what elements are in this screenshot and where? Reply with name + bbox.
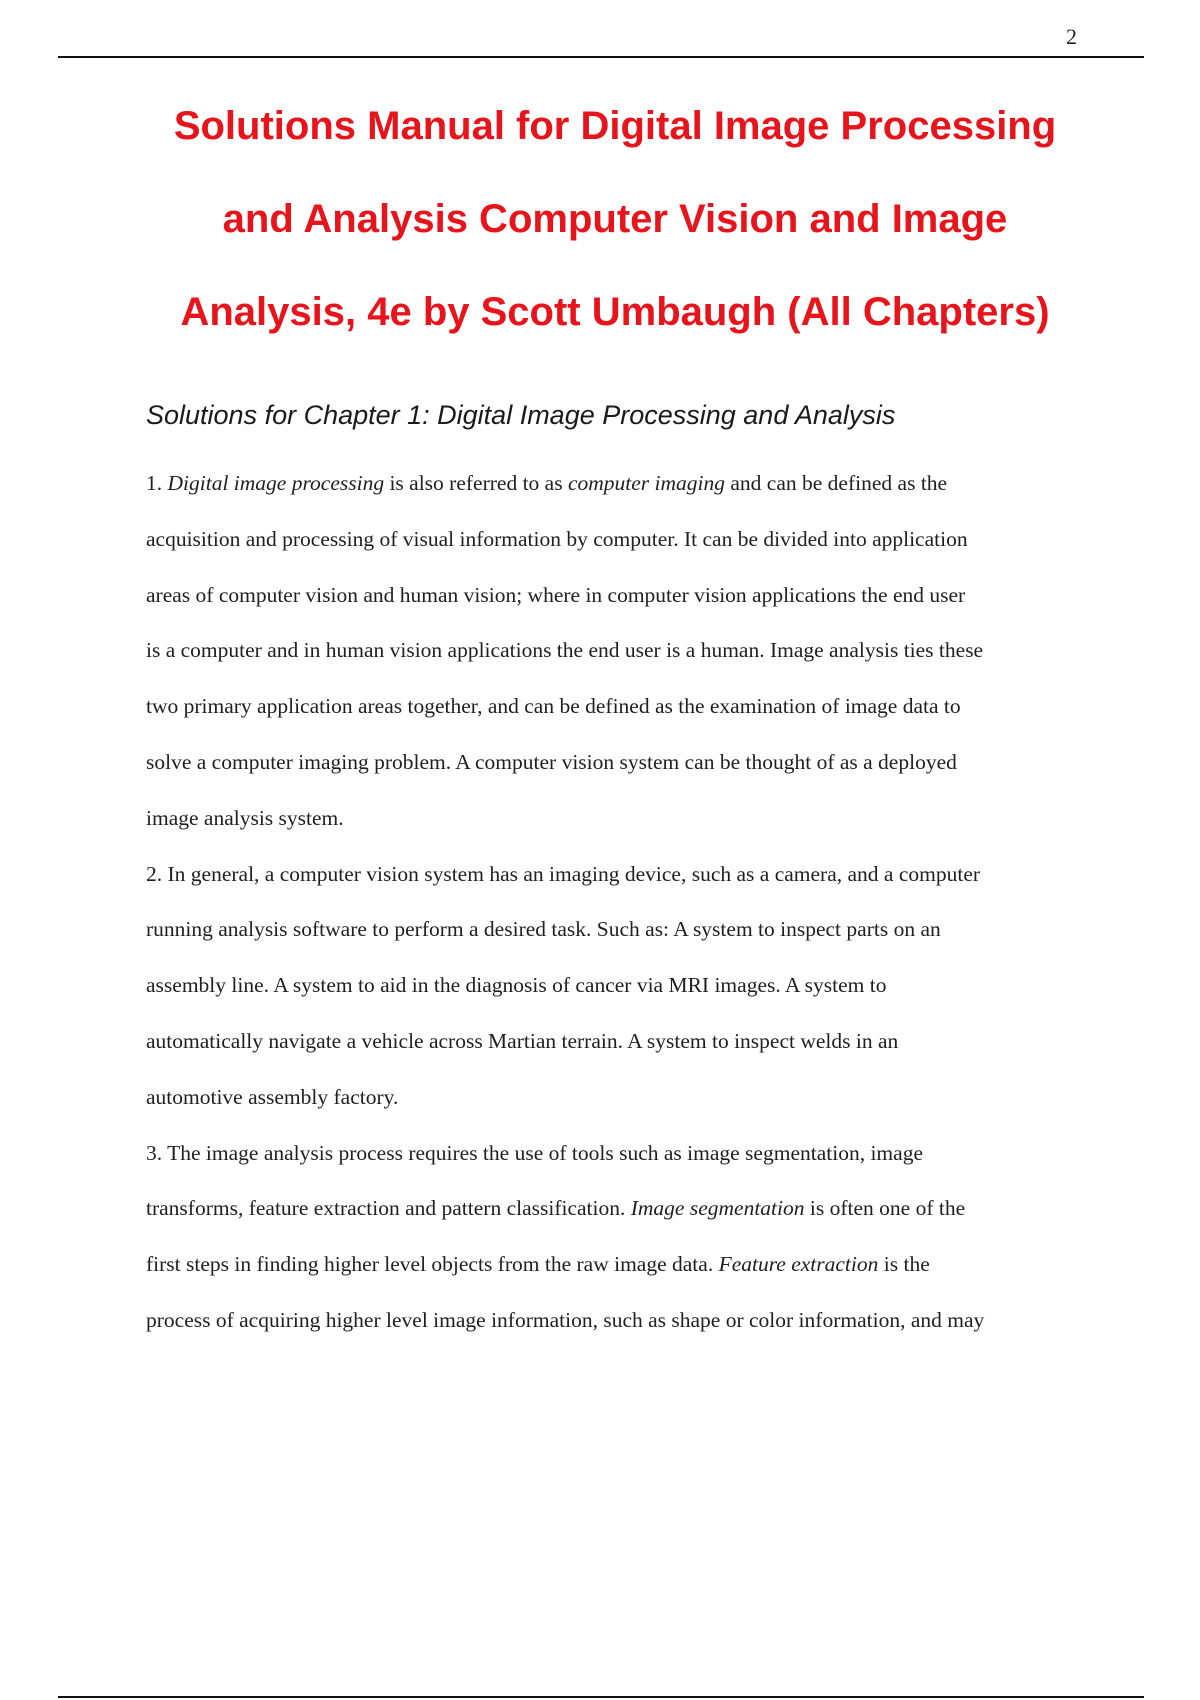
answer-line: 3. The image analysis process requires the use of tools such as image segmentation, image [146,1140,923,1165]
answer-text: is often one of the [804,1196,966,1221]
answer-text: and can be defined as the [725,471,948,495]
term-digital-image-processing: Digital image processing [167,471,385,495]
document-body [146,456,1146,1349]
footer-rule [58,1696,1144,1698]
answer-line: acquisition and processing of visual information by computer. It can be divided into application [146,526,968,551]
answer-line [146,456,1146,512]
document-title [110,80,1120,359]
answer-line: areas of computer vision and human vision; where in computer vision applications the end user [146,582,966,607]
term-image-segmentation: Image segmentation [630,1196,805,1221]
answer-text: is also referred to as [384,471,568,495]
answer-line: assembly line. A system to aid in the diagnosis of cancer via MRI images. A system to [146,973,887,998]
answer-line: is a computer and in human vision applications the end user is a human. Image analysis ties these [146,638,984,663]
answer-line: 2. In general, a computer vision system has an imaging device, such as a camera, and a computer [146,861,981,886]
answer-line [146,1181,1146,1237]
page-number: 2 [1066,24,1077,49]
answer-text: first steps in finding higher level objects from the raw image data. [146,1252,719,1277]
answer-text: is the [878,1252,930,1277]
chapter-heading: Solutions for Chapter 1: Digital Image Processing and Analysis [146,400,896,430]
term-feature-extraction: Feature extraction [718,1252,879,1277]
answer-3 [146,1126,1146,1349]
answer-1 [146,456,1146,847]
answer-line: two primary application areas together, and can be defined as the examination of image data to [146,694,961,719]
answer-line [146,1237,1146,1293]
answer-line: automotive assembly factory. [146,1084,399,1109]
answer-line: image analysis system. [146,805,344,830]
answer-line: process of acquiring higher level image information, such as shape or color information, and may [146,1307,985,1332]
answer-line: running analysis software to perform a desired task. Such as: A system to inspect parts on an [146,917,941,942]
answer-line: solve a computer imaging problem. A computer vision system can be thought of as a deployed [146,749,957,774]
title-line: Analysis, 4e by Scott Umbaugh (All Chapters) [180,290,1050,334]
term-computer-imaging: computer imaging [567,471,726,495]
title-line: Solutions Manual for Digital Image Processing [173,104,1057,148]
title-line: and Analysis Computer Vision and Image [222,197,1008,241]
answer-2 [146,847,1146,1126]
answer-text: 1. [146,471,168,495]
header-rule [58,56,1144,58]
answer-line: automatically navigate a vehicle across Martian terrain. A system to inspect welds in an [146,1028,899,1053]
answer-text: transforms, feature extraction and pattern classification. [146,1196,631,1221]
